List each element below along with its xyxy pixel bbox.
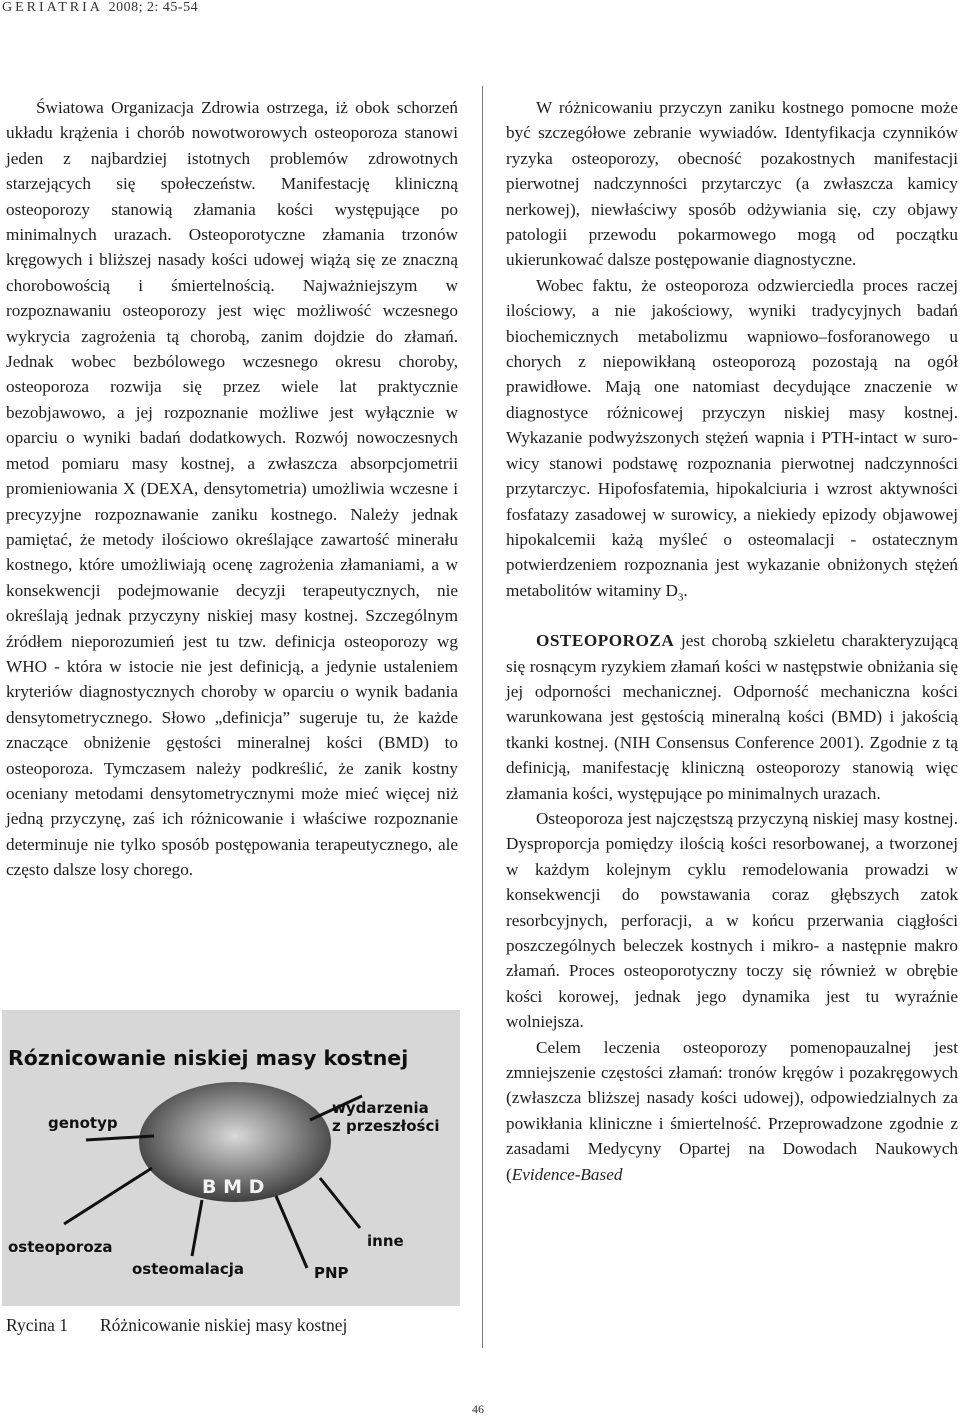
right-paragraph-3 xyxy=(506,628,958,806)
label-pnp: PNP xyxy=(314,1264,349,1282)
left-paragraph-1: Światowa Organizacja Zdrowia ostrzega, iż obok schorzeń układu krążenia i chorób nowotworowych osteoporoza stanowi jeden z najbardziej istotnych problemów zdrowotnych starzejących się społeczeństw. Manifestację kliniczną osteoporozy stanowią złamania kości występujące po minimalnych urazach. Osteoporotyczne złamania trzonów kręgowych i bliższej nasady kości udowej wiążą się ze znaczną chorobowością i śmiertelnością. Najważniejszym w rozpoznawaniu osteoporozy jest więc możliwość wczesnego wykrycia zagrożenia tą chorobą, zanim dojdzie do złamań. Jednak wobec bezbólowego wczesnego okresu choroby, osteoporoza rozwija się przez wiele lat praktycznie bezobjawowo, a jej rozpoznanie możliwe jest wyłącznie w oparciu o wyniki badań dodatkowych. Rozwój nowoczesnych metod pomiaru masy kostnej, a zwłaszcza absorpcjometrii promieniowania X (DEXA, densytometria) umożliwia wczesne i precyzyjne rozpoznawanie zaniku kostnego. Należy jednak pamiętać, że metody ilościowo określające zawartość minerału kostnego, które umożliwiają ocenę zagrożenia złamaniami, a w konsekwencji podejmowanie decyzji terapeutycznych, nie określają jednak przyczyny niskiej masy kostnej. Szczególnym źródłem nieporozumień jest tu tzw. definicja osteoporozy wg WHO - która w istocie nie jest definicją, a jedynie ustaleniem kryteriów diagnostycznych choroby w oparciu o wynik badania densytometrycznego. Słowo „definicja” sugeruje tu, że każde znaczące obniżenie gęstości mineralnej kości (BMD) to osteoporoza. Tymczasem należy podkreślić, że zanik kostny oceniany metodami densytometrycznymi może mieć więcej niż jedną przyczynę, zaś ich różnicowanie i właściwe rozpoznanie determinuje nie tylko sposób postępowania terapeutycznego, ale często dalsze losy chorego. xyxy=(6,98,458,880)
right-paragraph-2-text: Wobec faktu, że osteoporoza odzwierciedla proces raczej ilościowy, a nie jakościowy, wyniki tradycyjnych badań biochemicznych metabolizmu wapniowo–fosforanowego u chorych z niepowikłaną osteoporozą pozostają na ogół prawidłowe. Mają one natomiast decydujące znaczenie w diagnostyce różnicowej przyczyn niskiej masy kostnej. Wykazanie podwyższonych stężeń wapnia i PTH-intact w surowicy stanowi podstawę rozpoznania pierwotnej nadczynności przytarczyc. Hipofosfatemia, hipokalciuria i wzrost aktywności fosfatazy zasadowej w surowicy, a niekiedy epizody objawowej hipokalcemii każą myśleć o osteomalacji - ostatecznym potwierdzeniem rozpoznania jest wykazanie obniżonych stężeń metabolitów witaminy D xyxy=(506,275,958,600)
caption-text: Różnicowanie niskiej masy kostnej xyxy=(100,1315,348,1335)
journal-name: GERIATRIA xyxy=(2,0,103,15)
figure-title: Róznicowanie niskiej masy kostnej xyxy=(8,1046,409,1070)
line-osteomalacja xyxy=(192,1200,202,1256)
figure-caption xyxy=(6,1315,347,1336)
right-paragraph-5-italic: Evidence-Based xyxy=(511,1164,623,1184)
page-number: 46 xyxy=(472,1402,484,1416)
right-paragraph-1: W różnicowaniu przyczyn zaniku kostnego pomocne może być szczegółowe zebranie wywiadów. Identyfikacja czynników ryzyka osteoporozy, obecność pozakostnych manifestacji pierwotnej nadczynności przytarczyc (a zwłaszcza kamicy nerkowej), niewłaściwy sposób odżywiania się, czy objawy patologii przewodu pokarmowego mogą od początku ukierunkować dalsze postępowanie diagnostyczne. xyxy=(506,98,958,270)
label-wydarzenia-line2: z przeszłości xyxy=(332,1117,440,1135)
label-genotyp: genotyp xyxy=(48,1114,118,1132)
label-inne: inne xyxy=(367,1232,404,1250)
journal-reference: 2008; 2: 45-54 xyxy=(108,0,199,15)
subscript-3: 3 xyxy=(677,591,684,604)
line-inne xyxy=(320,1178,360,1228)
label-bmd: B M D xyxy=(202,1176,265,1198)
line-osteoporoza xyxy=(64,1168,152,1224)
label-osteoporoza: osteoporoza xyxy=(8,1238,113,1256)
caption-number: Rycina 1 xyxy=(6,1315,68,1335)
left-column xyxy=(6,95,458,883)
column-divider xyxy=(482,86,483,1348)
figure-1 xyxy=(2,1010,460,1306)
running-head xyxy=(2,0,198,16)
right-paragraph-5-text: Celem leczenia osteoporozy pomenopauzalnej jest zmniejszenie częstości złamań: tronów kręgów i pozakręgowych (zwłaszcza bliższej nasady kości udowej), odpowiedzialnych za powikłania kliniczne i śmiertelność. Przeprowadzone zgodnie z zasadami Medycyny Opartej na Dowodach Naukowych ( xyxy=(506,1037,958,1184)
right-paragraph-2 xyxy=(506,273,958,603)
right-column xyxy=(506,95,958,1187)
right-paragraph-5 xyxy=(506,1035,958,1187)
right-paragraph-3-text: jest chorobą szkieletu charakteryzującą się rosnącym ryzykiem złamań kości w następstwie obniżania się jej odporności mechanicznej. Odporność mechaniczna kości warunkowana jest gęstością mineralną kości (BMD) i jakością tkanki kostnej. (NIH Consensus Conference 2001). Zgodnie z tą definicją, manifestację kliniczną osteoporozy stanowią więc złamania kości, występujące po minimalnych urazach. xyxy=(506,631,958,803)
label-wydarzenia xyxy=(332,1099,439,1135)
right-paragraph-4: Osteoporoza jest najczęstszą przyczyną niskiej masy kostnej. Dysproporcja pomiędzy ilością kości resorbowanej, a tworzonej w każdym kolejnym cyklu remodelowania prowadzi w konsekwencji do powstawania coraz głębszych zatok resorbcyjnych, perforacji, a w końcu przerwania ciągłości poszczególnych beleczek kostnych i mikro- a następnie makro złamań. Proces osteoporotyczny toczy się również w obrębie kości korowej, jednak jego dynamika jest tu wyraźnie wolniejsza. xyxy=(506,808,958,1032)
label-osteomalacja: osteomalacja xyxy=(132,1260,245,1278)
osteoporoza-lead: OSTEOPOROZA xyxy=(536,631,675,651)
right-paragraph-2-end: . xyxy=(683,580,688,600)
line-pnp xyxy=(276,1196,307,1268)
label-wydarzenia-line1: wydarzenia xyxy=(332,1099,429,1117)
